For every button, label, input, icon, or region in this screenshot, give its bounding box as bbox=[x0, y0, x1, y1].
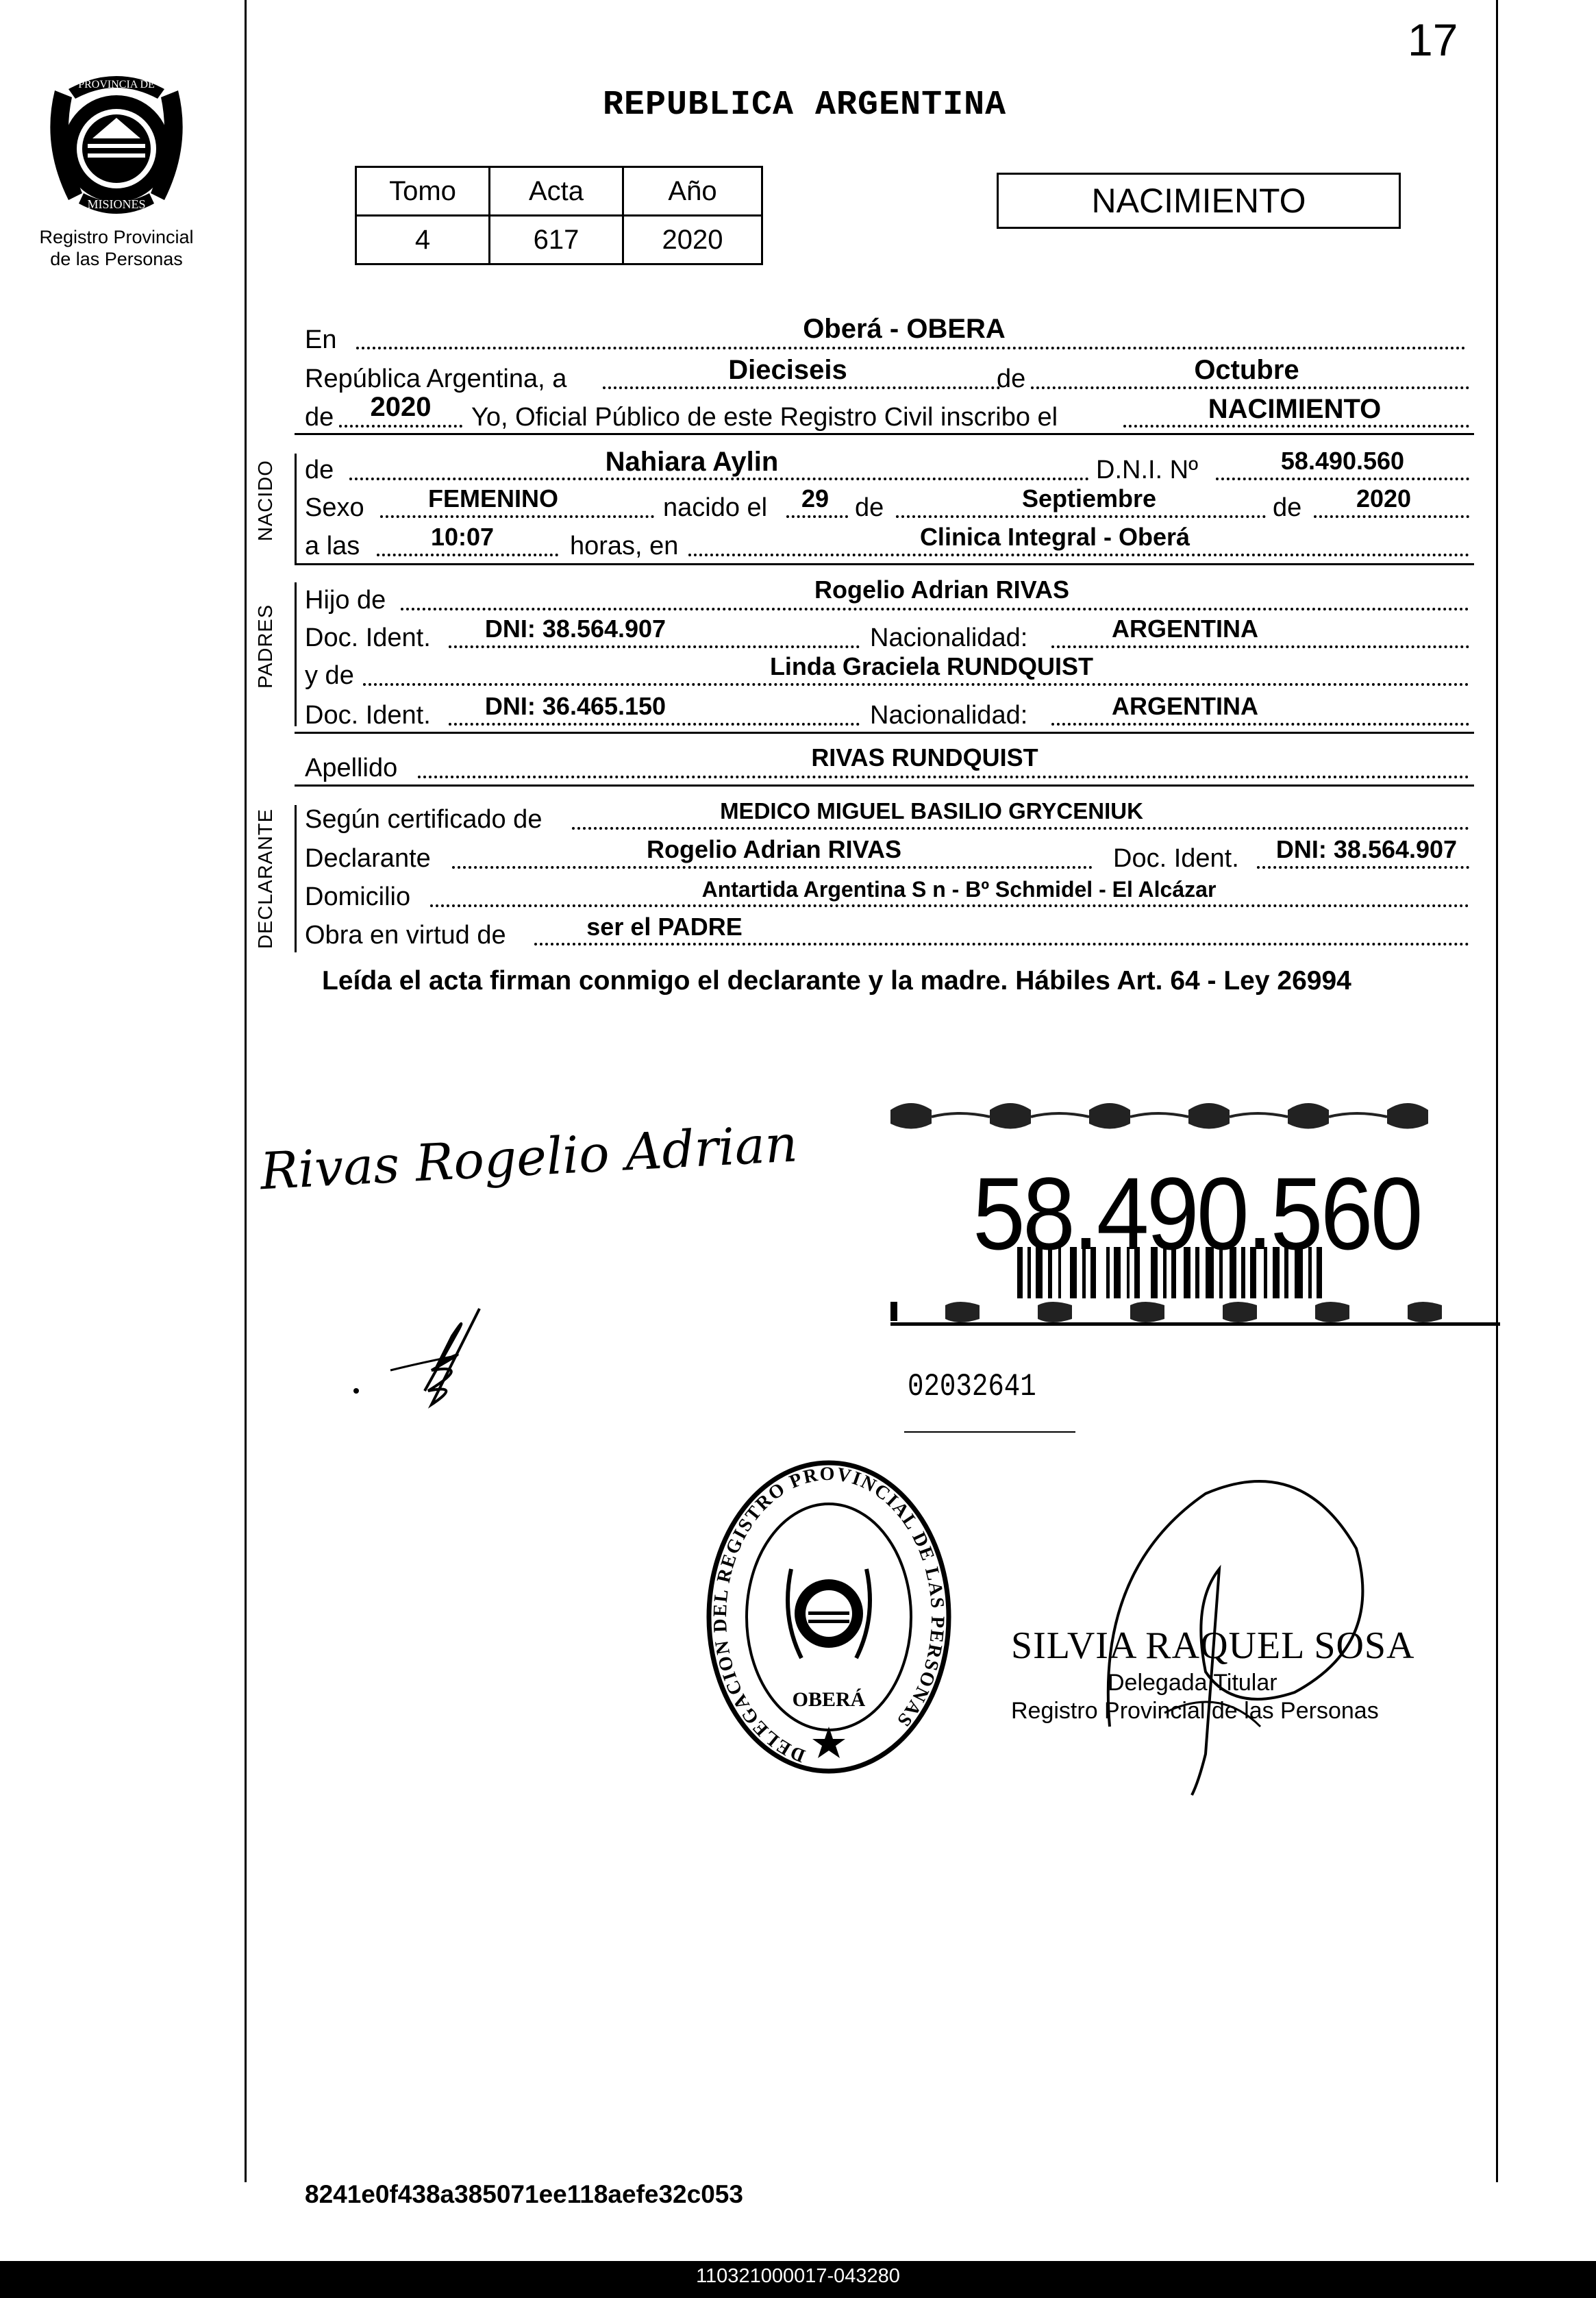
father-doc-dots bbox=[449, 645, 860, 648]
father-dots bbox=[401, 608, 1469, 610]
de-label: de bbox=[997, 365, 1026, 393]
nacido-el-label: nacido el bbox=[663, 493, 768, 522]
birth-time-value: 10:07 bbox=[430, 523, 495, 551]
en-label: En bbox=[305, 325, 337, 354]
declarante-doc-label: Doc. Ident. bbox=[1113, 844, 1239, 873]
logo-caption bbox=[14, 226, 219, 270]
section-divider-nacido bbox=[295, 454, 297, 563]
day-dots bbox=[603, 386, 1000, 389]
cert-label: Según certificado de bbox=[305, 805, 543, 834]
svg-text:OBERÁ: OBERÁ bbox=[792, 1688, 866, 1711]
sticker-top-pattern bbox=[890, 1103, 1428, 1129]
inscribe-value: NACIMIENTO bbox=[1208, 394, 1382, 424]
father-name-value: Rogelio Adrian RIVAS bbox=[814, 576, 1070, 604]
mother-doc-value: DNI: 36.465.150 bbox=[484, 692, 666, 720]
hijo-label: Hijo de bbox=[305, 586, 386, 615]
rep-label: República Argentina, a bbox=[305, 365, 567, 393]
right-margin-line bbox=[1496, 0, 1498, 2182]
father-doc-value: DNI: 38.564.907 bbox=[484, 615, 666, 643]
year-dots bbox=[339, 425, 462, 428]
mother-nat-label: Nacionalidad: bbox=[870, 701, 1028, 730]
yo-text: Yo, Oficial Público de este Registro Civil inscribo el bbox=[471, 403, 1058, 432]
logo-caption-line2: de las Personas bbox=[50, 249, 183, 269]
declarante-label: Declarante bbox=[305, 844, 431, 873]
side-label-declarante: DECLARANTE bbox=[255, 808, 277, 949]
rule-3 bbox=[295, 732, 1474, 734]
dni-value: 58.490.560 bbox=[1280, 447, 1405, 475]
sexo-value: FEMENINO bbox=[427, 484, 558, 512]
header-anio: Año bbox=[623, 167, 762, 216]
rule-2 bbox=[295, 563, 1474, 565]
document-hash: 8241e0f438a385071ee118aefe32c053 bbox=[305, 2180, 743, 2208]
birth-day-value: 29 bbox=[801, 484, 830, 512]
birth-year-value: 2020 bbox=[1356, 484, 1412, 512]
birth-day-dots bbox=[786, 515, 848, 518]
value-tomo: 4 bbox=[356, 216, 490, 264]
obra-dots bbox=[534, 943, 1469, 946]
mother-doc-dots bbox=[449, 723, 860, 726]
dni-dots bbox=[1216, 478, 1469, 480]
declarante-doc-dots bbox=[1257, 866, 1469, 869]
declarante-doc-value: DNI: 38.564.907 bbox=[1275, 835, 1458, 863]
birth-de2-label: de bbox=[1273, 493, 1302, 522]
obra-label: Obra en virtud de bbox=[305, 921, 506, 950]
rule-1 bbox=[295, 433, 1474, 435]
value-anio: 2020 bbox=[623, 216, 762, 264]
record-table-value-row bbox=[356, 216, 762, 264]
a-las-label: a las bbox=[305, 532, 360, 560]
value-acta: 617 bbox=[490, 216, 623, 264]
father-nat-label: Nacionalidad: bbox=[870, 623, 1028, 652]
apellido-dots bbox=[418, 776, 1469, 778]
birth-year-dots bbox=[1314, 515, 1469, 518]
place-dots bbox=[688, 554, 1469, 556]
father-doc-label: Doc. Ident. bbox=[305, 623, 431, 652]
sticker-bottom-pattern bbox=[890, 1302, 1500, 1326]
sexo-label: Sexo bbox=[305, 493, 364, 522]
section-divider-declarante bbox=[295, 805, 297, 952]
sticker-dni-number: 58.490.560 bbox=[973, 1156, 1421, 1271]
record-table bbox=[355, 166, 763, 265]
document-title: REPUBLICA ARGENTINA bbox=[603, 86, 1007, 125]
section-divider-padres bbox=[295, 582, 297, 726]
apellido-label: Apellido bbox=[305, 754, 398, 782]
day-value: Dieciseis bbox=[728, 355, 847, 385]
father-nat-value: ARGENTINA bbox=[1112, 615, 1258, 643]
svg-text:Rivas Rogelio Adrian: Rivas Rogelio Adrian bbox=[258, 1114, 799, 1202]
time-dots bbox=[377, 554, 558, 556]
mother-nat-dots bbox=[1051, 723, 1469, 726]
month-value: Octubre bbox=[1194, 355, 1299, 385]
domicilio-label: Domicilio bbox=[305, 882, 411, 911]
birth-month-value: Septiembre bbox=[1021, 484, 1157, 512]
header-acta: Acta bbox=[490, 167, 623, 216]
svg-text:PROVINCIA DE: PROVINCIA DE bbox=[78, 79, 155, 90]
en-dots bbox=[356, 347, 1466, 349]
side-label-nacido: NACIDO bbox=[255, 460, 277, 541]
official-seal bbox=[699, 1453, 959, 1781]
month-dots bbox=[1031, 386, 1469, 389]
declarante-value: Rogelio Adrian RIVAS bbox=[646, 835, 902, 863]
name-dots bbox=[349, 478, 1089, 480]
official-role: Delegada Titular bbox=[1108, 1670, 1277, 1696]
declarant-signature bbox=[253, 1096, 815, 1206]
official-name: SILVIA RAQUEL SOSA bbox=[1011, 1624, 1415, 1667]
cert-value: MEDICO MIGUEL BASILIO GRYCENIUK bbox=[720, 798, 1143, 824]
left-margin-line bbox=[245, 0, 247, 2182]
header-tomo: Tomo bbox=[356, 167, 490, 216]
year-label: de bbox=[305, 403, 334, 432]
star-icon bbox=[812, 1727, 845, 1758]
province-logo bbox=[41, 63, 192, 227]
year-value: 2020 bbox=[370, 392, 432, 422]
sexo-dots bbox=[380, 515, 654, 518]
sticker-serial: 02032641 bbox=[908, 1369, 1036, 1405]
mother-nat-value: ARGENTINA bbox=[1112, 692, 1258, 720]
seal-emblem-icon bbox=[788, 1569, 870, 1658]
apellido-value: RIVAS RUNDQUIST bbox=[811, 743, 1038, 771]
svg-text:DELEGACION DEL REGISTRO PROVIN: DELEGACION DEL REGISTRO PROVINCIAL DE LAS PERSONAS bbox=[709, 1463, 949, 1766]
father-nat-dots bbox=[1051, 645, 1469, 648]
page-number: 17 bbox=[1408, 14, 1458, 65]
footer-code: 110321000017-043280 bbox=[696, 2265, 900, 2287]
domicilio-dots bbox=[430, 904, 1469, 907]
mother-dots bbox=[363, 683, 1469, 686]
obra-value: ser el PADRE bbox=[586, 913, 743, 941]
y-de-label: y de bbox=[305, 661, 354, 690]
name-value: Nahiara Aylin bbox=[605, 447, 779, 477]
en-value: Oberá - OBERA bbox=[803, 314, 1006, 344]
mother-name-value: Linda Graciela RUNDQUIST bbox=[769, 652, 1094, 680]
dni-label: D.N.I. Nº bbox=[1096, 456, 1198, 484]
record-type-box: NACIMIENTO bbox=[997, 173, 1401, 229]
svg-text:MISIONES: MISIONES bbox=[87, 197, 146, 211]
birth-month-dots bbox=[896, 515, 1266, 518]
logo-caption-line1: Registro Provincial bbox=[39, 227, 194, 247]
inscribe-dots bbox=[1123, 425, 1469, 428]
official-office: Registro Provincial de las Personas bbox=[1011, 1698, 1379, 1724]
birth-place-value: Clinica Integral - Oberá bbox=[919, 523, 1190, 551]
cert-dots bbox=[572, 827, 1469, 830]
record-table-header-row bbox=[356, 167, 762, 216]
declarante-dots bbox=[452, 866, 1093, 869]
horas-label: horas, en bbox=[570, 532, 679, 560]
mother-doc-label: Doc. Ident. bbox=[305, 701, 431, 730]
mother-signature bbox=[342, 1288, 548, 1425]
side-label-padres: PADRES bbox=[255, 604, 277, 689]
rule-4 bbox=[295, 784, 1474, 787]
name-label: de bbox=[305, 456, 334, 484]
birth-de1-label: de bbox=[855, 493, 884, 522]
domicilio-value: Antartida Argentina S n - Bº Schmidel - El Alcázar bbox=[701, 877, 1217, 902]
closing-statement: Leída el acta firman conmigo el declarante y la madre. Hábiles Art. 64 - Ley 26994 bbox=[322, 966, 1351, 996]
